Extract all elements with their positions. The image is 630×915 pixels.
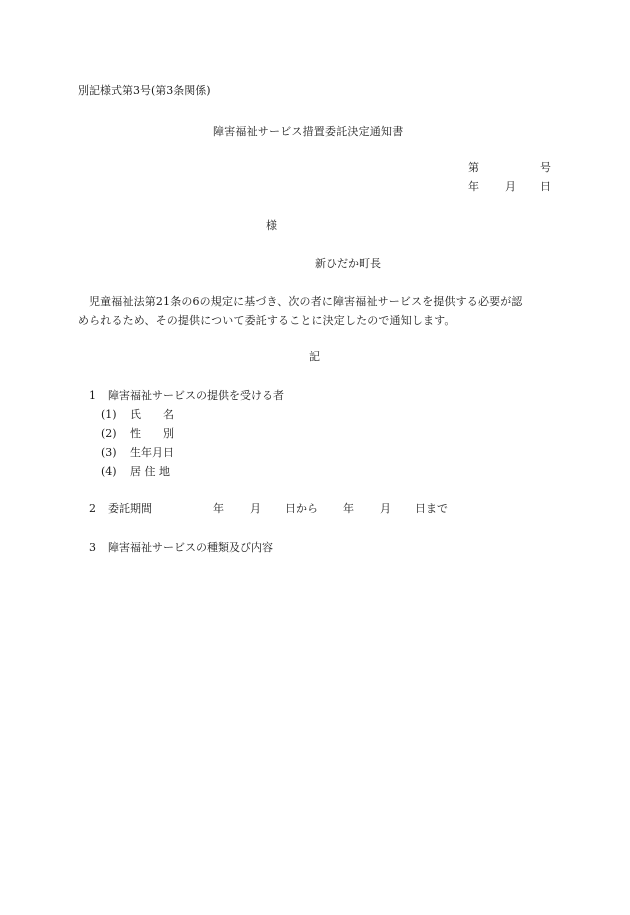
ki-heading: 記 <box>309 350 320 363</box>
item-2-number: (2) <box>101 427 117 440</box>
section-1-label: 障害福祉サービスの提供を受ける者 <box>108 389 284 402</box>
period-to-year: 年 <box>343 502 354 515</box>
section-2-number: 2 <box>89 502 96 515</box>
period-from-year: 年 <box>213 502 224 515</box>
body-text-line-2: められるため、その提供について委託することに決定したので通知します。 <box>78 314 456 327</box>
item-birthdate-label: 生年月日 <box>130 446 174 459</box>
issue-date-year: 年 <box>468 180 479 193</box>
sender-name: 新ひだか町長 <box>315 257 381 270</box>
section-1-number: 1 <box>89 389 96 402</box>
issue-date-month: 月 <box>505 180 516 193</box>
period-from-month: 月 <box>250 502 261 515</box>
item-address-label: 居 住 地 <box>130 465 170 478</box>
form-identifier: 別記様式第3号(第3条関係) <box>78 84 211 97</box>
body-text-line-1: 児童福祉法第21条の6の規定に基づき、次の者に障害福祉サービスを提供する必要が認 <box>89 295 523 308</box>
section-2-label: 委託期間 <box>108 502 152 515</box>
item-3-number: (3) <box>101 446 117 459</box>
item-1-number: (1) <box>101 408 117 421</box>
item-gender-label: 性 別 <box>130 427 174 440</box>
section-3-number: 3 <box>89 541 96 554</box>
recipient-honorific: 様 <box>266 219 277 232</box>
period-to-month: 月 <box>380 502 391 515</box>
doc-number-prefix: 第 <box>468 161 479 174</box>
section-3-label: 障害福祉サービスの種類及び内容 <box>108 541 273 554</box>
period-to-day: 日まで <box>415 502 448 515</box>
doc-number-suffix: 号 <box>540 161 551 174</box>
document-title: 障害福祉サービス措置委託決定通知書 <box>213 125 404 138</box>
item-name-label: 氏 名 <box>130 408 174 421</box>
period-from-day: 日から <box>285 502 318 515</box>
item-4-number: (4) <box>101 465 117 478</box>
issue-date-day: 日 <box>540 180 551 193</box>
